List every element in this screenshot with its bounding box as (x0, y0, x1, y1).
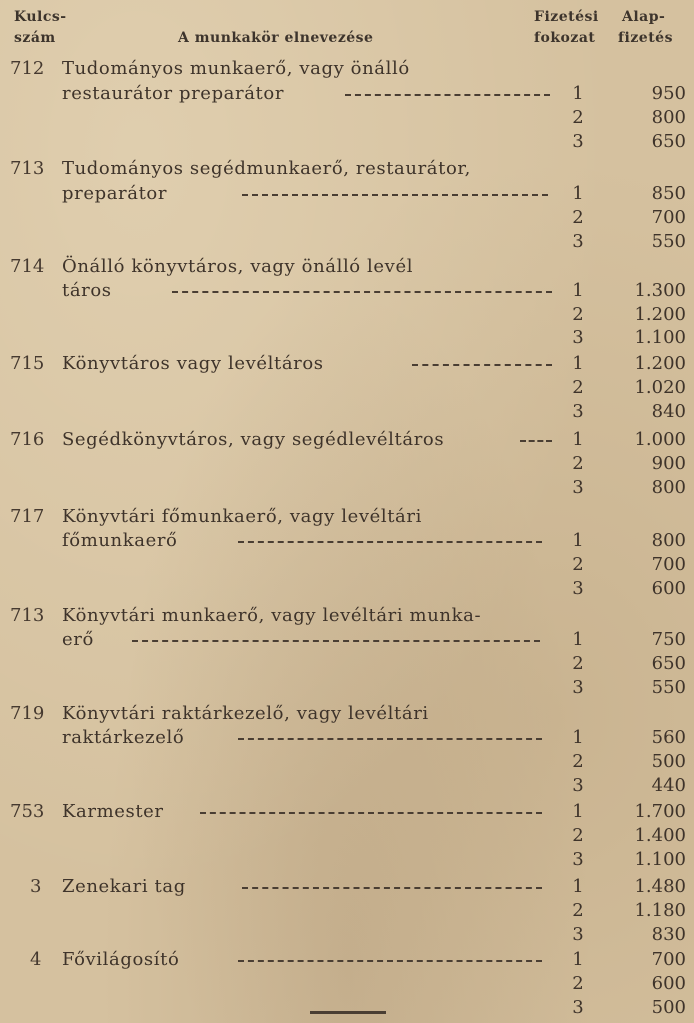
row-salary: 440 (651, 775, 686, 796)
table-row (0, 923, 694, 947)
row-salary: 700 (651, 207, 686, 228)
row-name: Zenekari tag (62, 876, 186, 897)
row-salary: 830 (651, 924, 686, 945)
leader-dashes (238, 738, 542, 740)
row-salary: 560 (651, 727, 686, 748)
row-code: 714 (10, 256, 45, 277)
table-row (0, 553, 694, 577)
table-row (0, 376, 694, 400)
row-grade: 3 (572, 578, 584, 599)
row-code: 719 (10, 703, 45, 724)
table-row (0, 255, 694, 279)
row-grade: 2 (572, 751, 584, 772)
bottom-rule (310, 1011, 386, 1014)
row-grade: 1 (572, 429, 584, 450)
table-row (0, 996, 694, 1020)
row-grade: 3 (572, 327, 584, 348)
table-row (0, 400, 694, 424)
table-row (0, 824, 694, 848)
row-grade: 2 (572, 377, 584, 398)
row-grade: 2 (572, 973, 584, 994)
table-row (0, 157, 694, 181)
table-row (0, 676, 694, 700)
leader-dashes (242, 887, 542, 889)
row-salary: 1.480 (634, 876, 686, 897)
row-name: Könyvtáros vagy levéltáros (62, 353, 324, 374)
row-salary: 700 (651, 949, 686, 970)
row-name: Fővilágosító (62, 949, 180, 970)
row-grade: 3 (572, 849, 584, 870)
table-row (0, 452, 694, 476)
row-grade: 2 (572, 207, 584, 228)
row-salary: 650 (651, 653, 686, 674)
row-grade: 1 (572, 353, 584, 374)
row-code: 753 (10, 801, 45, 822)
table-row (0, 230, 694, 254)
header-grade-line2: fokozat (534, 30, 596, 46)
leader-dashes (345, 94, 550, 96)
table-row (0, 428, 694, 452)
row-grade: 1 (572, 876, 584, 897)
table-row (0, 848, 694, 872)
row-name: Könyvtári főmunkaerő, vagy levéltári (62, 506, 422, 527)
row-grade: 2 (572, 653, 584, 674)
table-row (0, 628, 694, 652)
header-grade-line1: Fizetési (534, 9, 599, 25)
table-row (0, 182, 694, 206)
row-grade: 3 (572, 997, 584, 1018)
row-salary: 800 (651, 530, 686, 551)
row-salary: 1.100 (634, 327, 686, 348)
table-row (0, 750, 694, 774)
row-name: raktárkezelő (62, 727, 185, 748)
table-row (0, 279, 694, 303)
row-salary: 800 (651, 477, 686, 498)
row-code: 716 (10, 429, 45, 450)
table-row (0, 604, 694, 628)
row-grade: 3 (572, 477, 584, 498)
row-grade: 2 (572, 900, 584, 921)
table-row (0, 972, 694, 996)
row-name: Könyvtári munkaerő, vagy levéltári munka- (62, 605, 482, 626)
row-grade: 1 (572, 727, 584, 748)
row-code: 715 (10, 353, 45, 374)
row-salary: 1.200 (634, 304, 686, 325)
row-salary: 1.700 (634, 801, 686, 822)
row-name: restaurátor preparátor (62, 83, 285, 104)
row-grade: 1 (572, 530, 584, 551)
table-row (0, 206, 694, 230)
row-name: erő (62, 629, 94, 650)
row-name: Önálló könyvtáros, vagy önálló levél (62, 256, 414, 277)
table-row (0, 774, 694, 798)
row-grade: 2 (572, 453, 584, 474)
row-grade: 1 (572, 83, 584, 104)
row-salary: 700 (651, 554, 686, 575)
header-salary-line2: fizetés (618, 30, 673, 46)
row-grade: 2 (572, 825, 584, 846)
row-grade: 3 (572, 231, 584, 252)
row-grade: 3 (572, 131, 584, 152)
row-grade: 2 (572, 304, 584, 325)
row-grade: 2 (572, 554, 584, 575)
row-salary: 1.180 (634, 900, 686, 921)
row-grade: 1 (572, 949, 584, 970)
row-salary: 1.000 (634, 429, 686, 450)
row-salary: 840 (651, 401, 686, 422)
header-code-line2: szám (14, 30, 56, 46)
row-code: 712 (10, 58, 45, 79)
row-name: preparátor (62, 183, 168, 204)
table-row (0, 948, 694, 972)
row-salary: 650 (651, 131, 686, 152)
leader-dashes (238, 541, 542, 543)
row-salary: 850 (651, 183, 686, 204)
row-grade: 3 (572, 775, 584, 796)
row-salary: 950 (651, 83, 686, 104)
leader-dashes (132, 640, 540, 642)
row-salary: 500 (651, 997, 686, 1018)
table-row (0, 652, 694, 676)
row-code: 717 (10, 506, 45, 527)
row-salary: 550 (651, 677, 686, 698)
table-row (0, 57, 694, 81)
table-row (0, 800, 694, 824)
table-row (0, 303, 694, 327)
row-salary: 750 (651, 629, 686, 650)
row-salary: 600 (651, 973, 686, 994)
table-row (0, 529, 694, 553)
row-grade: 2 (572, 107, 584, 128)
row-salary: 1.300 (634, 280, 686, 301)
leader-dashes (242, 194, 548, 196)
row-code: 3 (30, 876, 42, 897)
table-row (0, 505, 694, 529)
row-salary: 1.200 (634, 353, 686, 374)
row-salary: 1.020 (634, 377, 686, 398)
table-row (0, 726, 694, 750)
row-grade: 1 (572, 183, 584, 204)
row-grade: 1 (572, 629, 584, 650)
row-grade: 3 (572, 401, 584, 422)
leader-dashes (172, 291, 552, 293)
table-row (0, 702, 694, 726)
table-row (0, 476, 694, 500)
row-name: táros (62, 280, 112, 301)
row-name: Segédkönyvtáros, vagy segédlevéltáros (62, 429, 445, 450)
row-salary: 900 (651, 453, 686, 474)
row-name: főmunkaerő (62, 530, 178, 551)
row-name: Karmester (62, 801, 164, 822)
leader-dashes (238, 960, 542, 962)
header-name: A munkakör elnevezése (178, 30, 374, 46)
table-row (0, 130, 694, 154)
row-grade: 3 (572, 924, 584, 945)
table-row (0, 106, 694, 130)
row-grade: 1 (572, 801, 584, 822)
table-row (0, 82, 694, 106)
table-row (0, 875, 694, 899)
row-salary: 500 (651, 751, 686, 772)
leader-dashes (412, 364, 552, 366)
row-grade: 3 (572, 677, 584, 698)
row-code: 713 (10, 158, 45, 179)
leader-dashes (200, 812, 542, 814)
row-salary: 550 (651, 231, 686, 252)
header-code-line1: Kulcs- (14, 9, 67, 25)
leader-dashes (520, 440, 552, 442)
table-row (0, 352, 694, 376)
table-row (0, 577, 694, 601)
row-name: Tudományos segédmunkaerő, restaurátor, (62, 158, 471, 179)
row-salary: 600 (651, 578, 686, 599)
row-name: Tudományos munkaerő, vagy önálló (62, 58, 410, 79)
row-salary: 800 (651, 107, 686, 128)
row-code: 713 (10, 605, 45, 626)
row-grade: 1 (572, 280, 584, 301)
row-salary: 1.400 (634, 825, 686, 846)
row-salary: 1.100 (634, 849, 686, 870)
table-row (0, 899, 694, 923)
row-code: 4 (30, 949, 42, 970)
table-row (0, 326, 694, 350)
row-name: Könyvtári raktárkezelő, vagy levéltári (62, 703, 429, 724)
header-salary-line1: Alap- (622, 9, 666, 25)
